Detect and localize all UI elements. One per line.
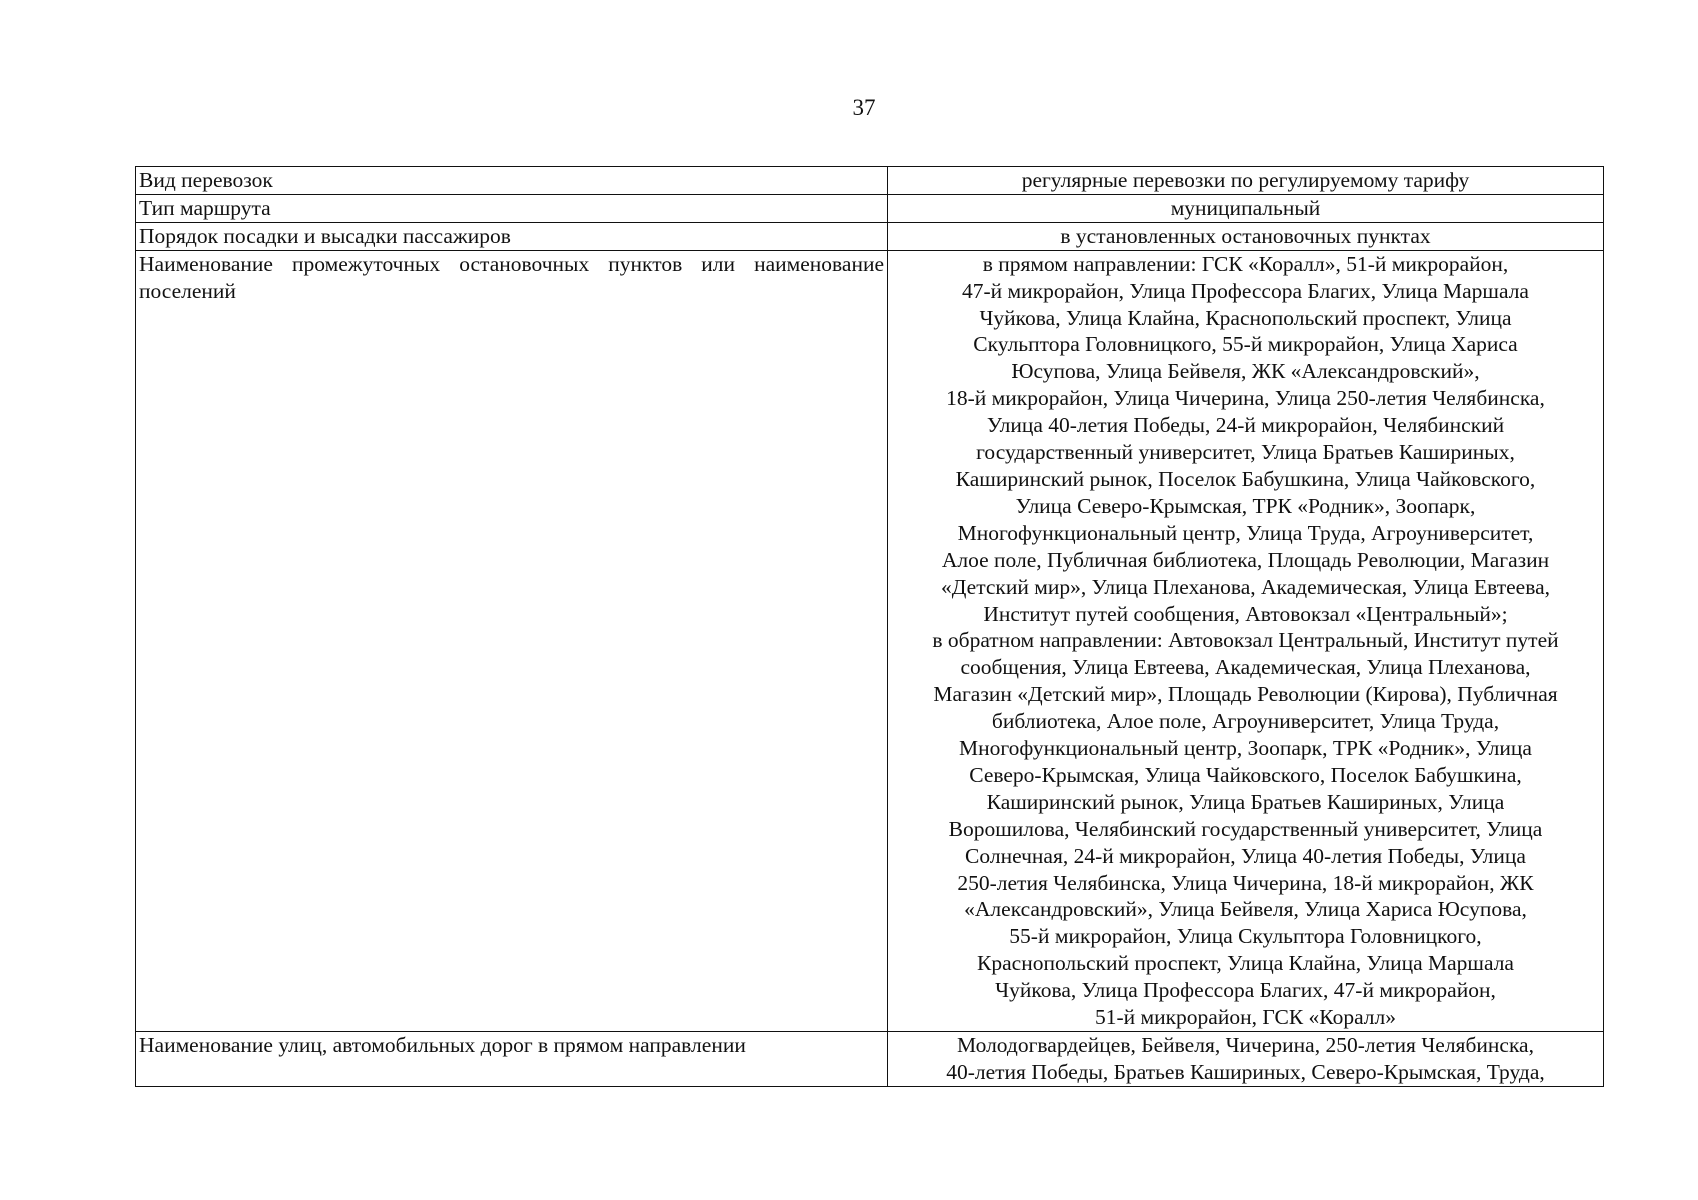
table-row xyxy=(136,250,1604,1031)
table-row xyxy=(136,194,1604,222)
table-row xyxy=(136,222,1604,250)
route-table xyxy=(135,166,1604,1087)
row-value xyxy=(888,250,1604,1031)
value-line: Скульптора Головницкого, 55-й микрорайон, Улица Хариса xyxy=(973,332,1518,357)
row-label: Наименование промежуточных остановочных пунктов или наименование поселений xyxy=(136,250,888,1031)
value-line: Каширинский рынок, Поселок Бабушкина, Улица Чайковского, xyxy=(955,466,1536,491)
row-label: Вид перевозок xyxy=(136,167,888,195)
value-line: Институт путей сообщения, Автовокзал «Центральный»; xyxy=(983,601,1508,626)
row-label: Порядок посадки и высадки пассажиров xyxy=(136,222,888,250)
value-line: регулярные перевозки по регулируемому тарифу xyxy=(1021,168,1470,192)
value-line: государственный университет, Улица Братьев Кашириных, xyxy=(976,440,1515,465)
table-row xyxy=(136,1032,1604,1087)
value-line: Алое поле, Публичная библиотека, Площадь Революции, Магазин xyxy=(941,547,1550,572)
value-line: муниципальный xyxy=(1170,195,1321,220)
value-line: Северо-Крымская, Улица Чайковского, Поселок Бабушкина, xyxy=(969,762,1522,787)
value-line: 250-летия Челябинска, Улица Чичерина, 18-й микрорайон, ЖК xyxy=(957,870,1534,895)
value-line: Улица Северо-Крымская, ТРК «Родник», Зоопарк, xyxy=(1015,493,1476,518)
value-line: библиотека, Алое поле, Агроуниверситет, Улица Труда, xyxy=(991,709,1500,734)
value-line: 51-й микрорайон, ГСК «Коралл» xyxy=(1094,1005,1397,1030)
value-line: Ворошилова, Челябинский государственный университет, Улица xyxy=(948,816,1543,841)
value-line: в обратном направлении: Автовокзал Центральный, Институт путей xyxy=(932,628,1559,653)
value-line: Юсупова, Улица Бейвеля, ЖК «Александровский», xyxy=(1011,359,1480,384)
value-line: в прямом направлении: ГСК «Коралл», 51-й микрорайон, xyxy=(982,251,1509,276)
row-value xyxy=(888,222,1604,250)
value-line: 55-й микрорайон, Улица Скульптора Головницкого, xyxy=(1009,924,1482,949)
value-line: Магазин «Детский мир», Площадь Революции (Кирова), Публичная xyxy=(933,682,1558,707)
value-line: 18-й микрорайон, Улица Чичерина, Улица 250-летия Челябинска, xyxy=(946,386,1545,411)
row-value xyxy=(888,194,1604,222)
table-row xyxy=(136,167,1604,195)
value-line: «Детский мир», Улица Плеханова, Академическая, Улица Евтеева, xyxy=(940,574,1550,599)
value-line: в установленных остановочных пунктах xyxy=(1060,223,1431,248)
value-line: Краснопольский проспект, Улица Клайна, Улица Маршала xyxy=(977,951,1514,976)
row-label: Тип маршрута xyxy=(136,194,888,222)
value-line: Каширинский рынок, Улица Братьев Кашириных, Улица xyxy=(986,789,1505,814)
value-line: Чуйкова, Улица Клайна, Краснопольский проспект, Улица xyxy=(979,305,1512,330)
value-line: Солнечная, 24-й микрорайон, Улица 40-летия Победы, Улица xyxy=(965,843,1526,868)
value-line: Многофункциональный центр, Зоопарк, ТРК «Родник», Улица xyxy=(959,736,1532,761)
value-line: «Александровский», Улица Бейвеля, Улица Хариса Юсупова, xyxy=(964,897,1527,922)
value-line: Многофункциональный центр, Улица Труда, Агроуниверситет, xyxy=(957,520,1534,545)
value-line: Улица 40-летия Победы, 24-й микрорайон, Челябинский xyxy=(986,413,1505,438)
value-line: Молодогвардейцев, Бейвеля, Чичерина, 250-летия Челябинска, xyxy=(957,1033,1534,1057)
row-label: Наименование улиц, автомобильных дорог в прямом направлении xyxy=(136,1032,888,1087)
page-number: 37 xyxy=(852,95,876,120)
value-line: сообщения, Улица Евтеева, Академическая, Улица Плеханова, xyxy=(960,655,1531,680)
value-line: 47-й микрорайон, Улица Профессора Благих, Улица Маршала xyxy=(962,278,1529,303)
row-value xyxy=(888,1032,1604,1087)
value-line: 40-летия Победы, Братьев Кашириных, Северо-Крымская, Труда, xyxy=(946,1059,1545,1084)
value-line: Чуйкова, Улица Профессора Благих, 47-й микрорайон, xyxy=(995,978,1496,1003)
row-value xyxy=(888,167,1604,195)
